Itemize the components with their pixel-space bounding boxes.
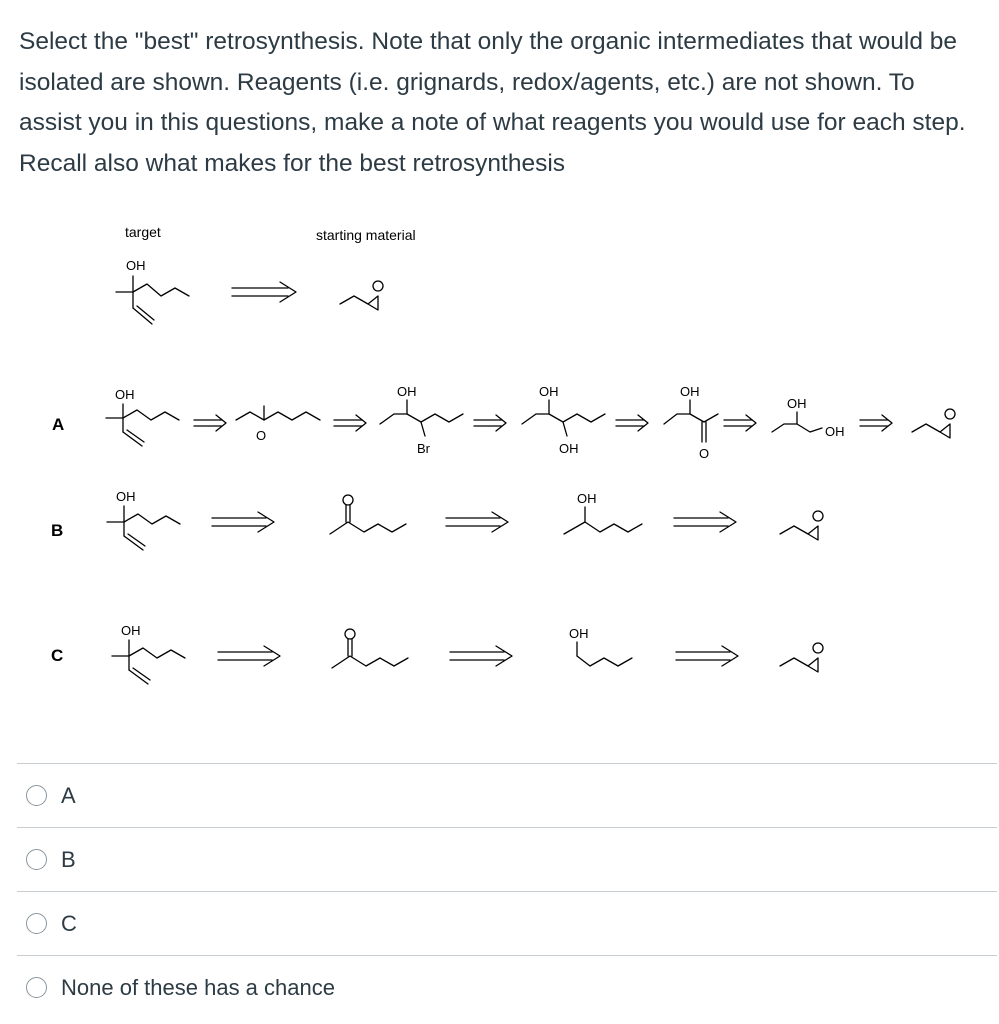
row-b-alcohol (564, 491, 642, 534)
svg-text:OH: OH (825, 424, 845, 439)
row-a-arrow-5 (724, 415, 756, 431)
option-c[interactable] (17, 891, 997, 955)
row-a-epoxide (912, 409, 955, 438)
retro-arrow (232, 282, 296, 302)
svg-text:Br: Br (417, 441, 430, 456)
row-a-molecule-4 (522, 384, 605, 456)
svg-text:OH: OH (116, 489, 136, 504)
row-a-arrow-6 (860, 415, 892, 431)
radio-button[interactable] (26, 785, 47, 806)
row-a-molecule-6 (772, 396, 845, 439)
row-b-arrow-3 (674, 512, 736, 532)
row-b-arrow-1 (212, 512, 274, 532)
svg-text:OH: OH (539, 384, 559, 399)
svg-text:OH: OH (680, 384, 700, 399)
option-label: C (61, 910, 77, 936)
option-label: B (61, 846, 76, 872)
row-label-b: B (51, 521, 64, 540)
row-c-epoxide (780, 643, 823, 672)
svg-text:OH: OH (569, 626, 589, 641)
radio-button[interactable] (26, 849, 47, 870)
svg-text:OH: OH (787, 396, 807, 411)
target-molecule (116, 258, 189, 324)
row-label-a: A (52, 415, 65, 434)
starting-epoxide (340, 281, 383, 310)
option-none[interactable] (17, 955, 997, 1019)
row-a-arrow-3 (474, 415, 506, 431)
row-b-molecule-1 (107, 489, 180, 550)
target-label: target (125, 224, 161, 240)
row-a-molecule-2 (236, 406, 320, 443)
row-c-arrow-1 (218, 646, 280, 666)
option-b[interactable] (17, 827, 997, 891)
retrosynthesis-diagram (0, 200, 999, 720)
option-label: A (61, 782, 76, 808)
option-a[interactable] (17, 763, 997, 827)
starting-material-label: starting material (316, 227, 416, 243)
row-b-ketone (330, 495, 406, 534)
row-b-arrow-2 (446, 512, 508, 532)
svg-text:OH: OH (397, 384, 417, 399)
question-text: Select the "best" retrosynthesis. Note that only the organic intermediates that would be isolated are shown. Reagents (i.e. grignards, redox/agents, etc.) are not shown. To assist you in this questions, make a note of what reagents you would use for each step. Recall also what makes for the best retrosynthesis (19, 28, 966, 177)
svg-text:O: O (699, 446, 710, 461)
row-a-arrow-4 (616, 415, 648, 431)
row-a-molecule-1 (106, 387, 179, 446)
row-c-alcohol (569, 626, 632, 666)
row-c-arrow-3 (676, 646, 738, 666)
row-c-ketone (332, 629, 408, 668)
svg-text:OH: OH (559, 441, 579, 456)
radio-button[interactable] (26, 977, 47, 998)
option-label: None of these has a chance (61, 974, 335, 1000)
row-a-molecule-3 (380, 384, 463, 456)
row-a-arrow-2 (334, 415, 366, 431)
radio-button[interactable] (26, 913, 47, 934)
svg-text:OH: OH (115, 387, 135, 402)
row-c-arrow-2 (450, 646, 512, 666)
svg-text:OH: OH (577, 491, 597, 506)
svg-text:OH: OH (121, 623, 141, 638)
row-label-c: C (51, 646, 64, 665)
retrosynthesis-scheme (0, 200, 999, 720)
row-a-arrow-1 (194, 415, 226, 431)
oh-label: OH (126, 258, 146, 273)
row-c-molecule-1 (112, 623, 185, 684)
row-b-epoxide (780, 511, 823, 540)
row-a-molecule-5 (664, 384, 718, 461)
answer-options (17, 763, 997, 1019)
svg-text:O: O (256, 428, 267, 443)
